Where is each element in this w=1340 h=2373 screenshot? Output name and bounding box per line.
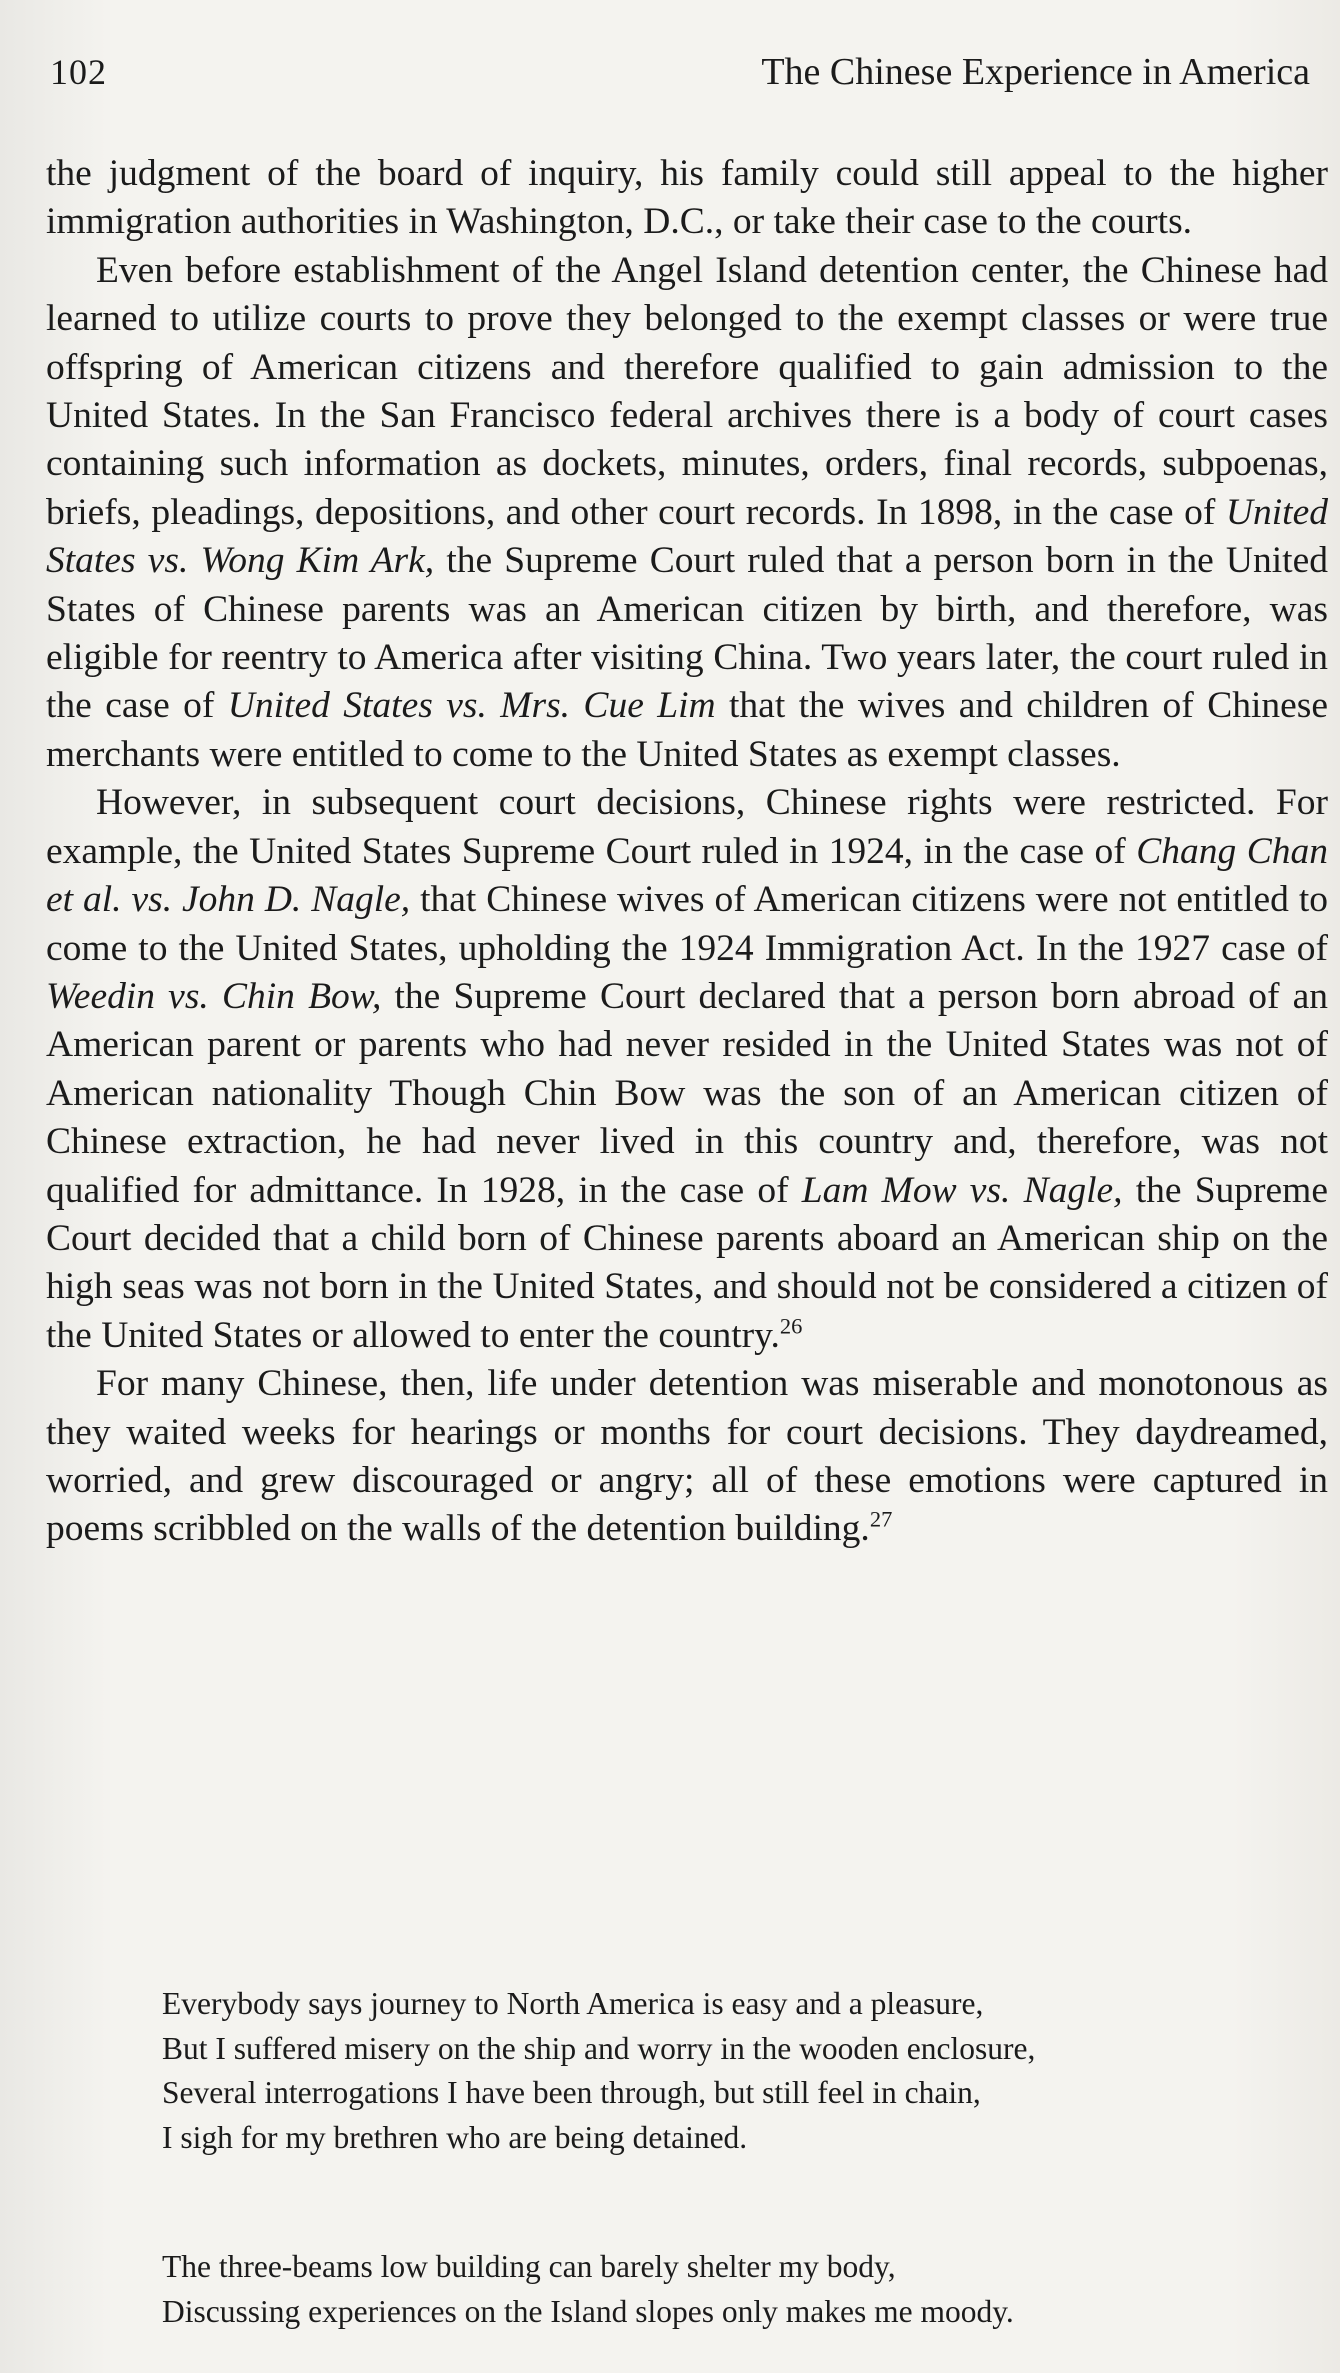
poem-line: I sigh for my brethren who are being detained. [162,2119,748,2155]
paragraph-text: Even before establishment of the Angel Island detention center, the Chinese had learned to utilize courts to prove they belonged to the exempt classes or were true offspring of American citizens and therefore qualified to gain admission to the United States. In the San Francisco federal archives there is a body of court cases containing such information as dockets, minutes, orders, final records, subpoenas, briefs, pleadings, depositions, and other court records. In 1898, in the case of [46,249,1328,533]
poem-line: Everybody says journey to North America is easy and a pleasure, [162,1986,984,2021]
case-citation: United States vs. Wong Kim Ark, [46,491,1328,582]
paragraph-text: For many Chinese, then, life under detention was miserable and monotonous as they waited weeks for hearings or months for court decisions. They daydreamed, worried, and grew discouraged or angry; all of these emotions were captured in poems scribbled on the walls of the detention building. [46,1363,1328,1550]
paragraph-text: the Supreme Court decided that a child born of Chinese parents aboard an American ship on the high seas was not born in the United States, and should not be considered a citizen of the United States or allowed to enter the country. [46,1169,1329,1356]
body-text [46,150,1328,1554]
paragraph-text: that the wives and children of Chinese merchants were entitled to come to the United States as exempt classes. [46,685,1329,775]
poem-stanza [162,1982,1332,2160]
paragraph [46,247,1328,779]
paragraph [46,150,1328,247]
poem-line: The three-beams low building can barely shelter my body, [162,2249,896,2284]
poem-stanza [162,2245,1332,2334]
footnote-ref: 26 [779,1313,803,1339]
poem-line: But I suffered misery on the ship and worry in the wooden enclosure, [162,2030,1036,2066]
paragraph [46,779,1328,1360]
footnote-ref: 27 [869,1506,893,1532]
paragraph-text: However, in subsequent court decisions, Chinese rights were restricted. For example, the United States Supreme Court ruled in 1924, in the case of [46,782,1328,872]
paragraph-text: the Supreme Court ruled that a person born in the United States of Chinese parents was an American citizen by birth, and therefore, was eligible for reentry to America after visiting China. Two years later, the court ruled in the case of [46,540,1328,727]
case-citation: Chang Chan et al. vs. John D. Nagle, [46,830,1328,921]
case-citation: United States vs. Mrs. Cue Lim [227,685,716,727]
paragraph-text: the Supreme Court declared that a person born abroad of an American parent or parents who had never resided in the United States was not of American nationality Though Chin Bow was the son of an American citizen of Chinese extraction, he had never lived in this country and, therefore, was not qualified for admittance. In 1928, in the case of [46,975,1328,1211]
page-number: 102 [50,52,107,92]
case-citation: Weedin vs. Chin Bow, [46,975,382,1017]
case-citation: Lam Mow vs. Nagle, [801,1169,1123,1211]
paragraph-text: that Chinese wives of American citizens were not entitled to come to the United States, upholding the 1924 Immigration Act. In the 1927 case of [46,879,1328,969]
paragraph-text: the judgment of the board of inquiry, his family could still appeal to the higher immigration authorities in Washington, D.C., or take their case to the courts. [46,153,1328,243]
paragraph [46,1360,1328,1554]
running-head: The Chinese Experience in America [761,51,1310,93]
page-header [50,50,1310,110]
poem-line: Discussing experiences on the Island slopes only makes me moody. [162,2293,1014,2329]
poem-line: Several interrogations I have been through, but still feel in chain, [162,2075,981,2110]
